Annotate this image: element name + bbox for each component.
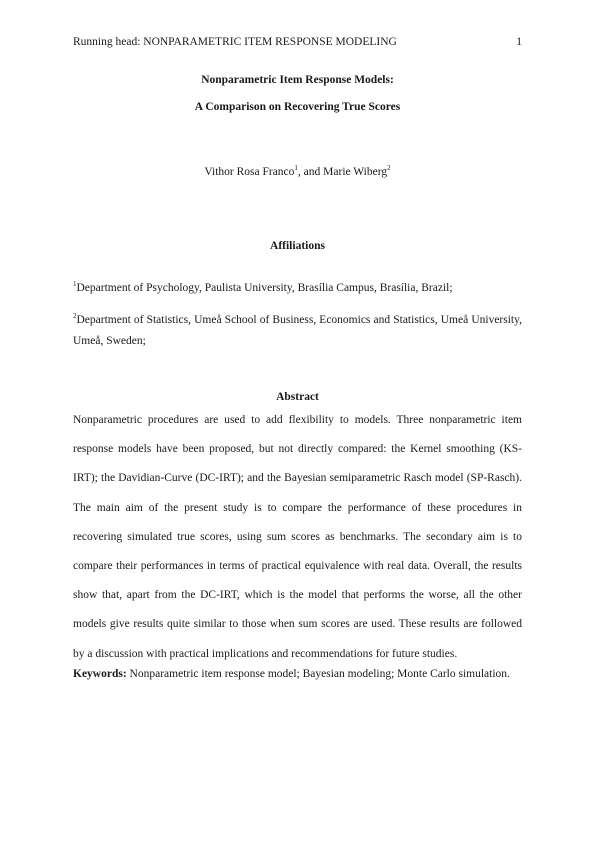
abstract-heading: Abstract [276, 391, 319, 403]
author-1-affiliation-mark: 1 [294, 164, 298, 173]
affiliation-2 [73, 310, 522, 352]
keywords-line [73, 660, 522, 688]
affiliation-2-mark: 2 [73, 312, 77, 321]
affiliation-1 [73, 278, 522, 299]
paper-title-line-2: A Comparison on Recovering True Scores [194, 101, 401, 113]
running-head-text: Running head: NONPARAMETRIC ITEM RESPONSE MODELING [73, 36, 397, 48]
running-head [73, 36, 522, 48]
affiliations-heading: Affiliations [270, 240, 325, 252]
author-1: Vithor Rosa Franco [204, 166, 295, 178]
abstract-body: Nonparametric procedures are used to add flexibility to models. Three nonparametric item response models have been proposed, but not directly compared: the Kernel smoothing (KS-IRT); the Davidian-Curve (DC-IRT); and the Bayesian semiparametric Rasch model (SP-Rasch). The main aim of the present study is to compare the performance of these procedures in recovering simulated true scores, using sum scores as benchmarks. The secondary aim is to compare their performances in terms of practical equivalence with real data. Overall, the results show that, apart from the DC-IRT, which is the model that performs the worse, all the other models give results quite similar to those when sum scores are used. These results are followed by a discussion with practical implications and recommendations for future studies. [73, 414, 522, 660]
author-2: Marie Wiberg [323, 166, 388, 178]
keywords-label: Keywords: [73, 668, 127, 680]
page-number: 1 [516, 36, 522, 48]
paper-title-line-1: Nonparametric Item Response Models: [201, 74, 394, 86]
keywords-text: Nonparametric item response model; Bayesian modeling; Monte Carlo simulation. [126, 668, 510, 680]
affiliation-1-mark: 1 [73, 280, 77, 289]
author-line [0, 166, 595, 178]
affiliation-1-text: Department of Psychology, Paulista University, Brasília Campus, Brasília, Brazil; [76, 282, 453, 294]
author-2-affiliation-mark: 2 [387, 164, 391, 173]
affiliation-2-text: Department of Statistics, Umeå School of Business, Economics and Statistics, Umeå University, Umeå, Sweden; [73, 314, 522, 347]
author-separator: , and [297, 166, 324, 178]
